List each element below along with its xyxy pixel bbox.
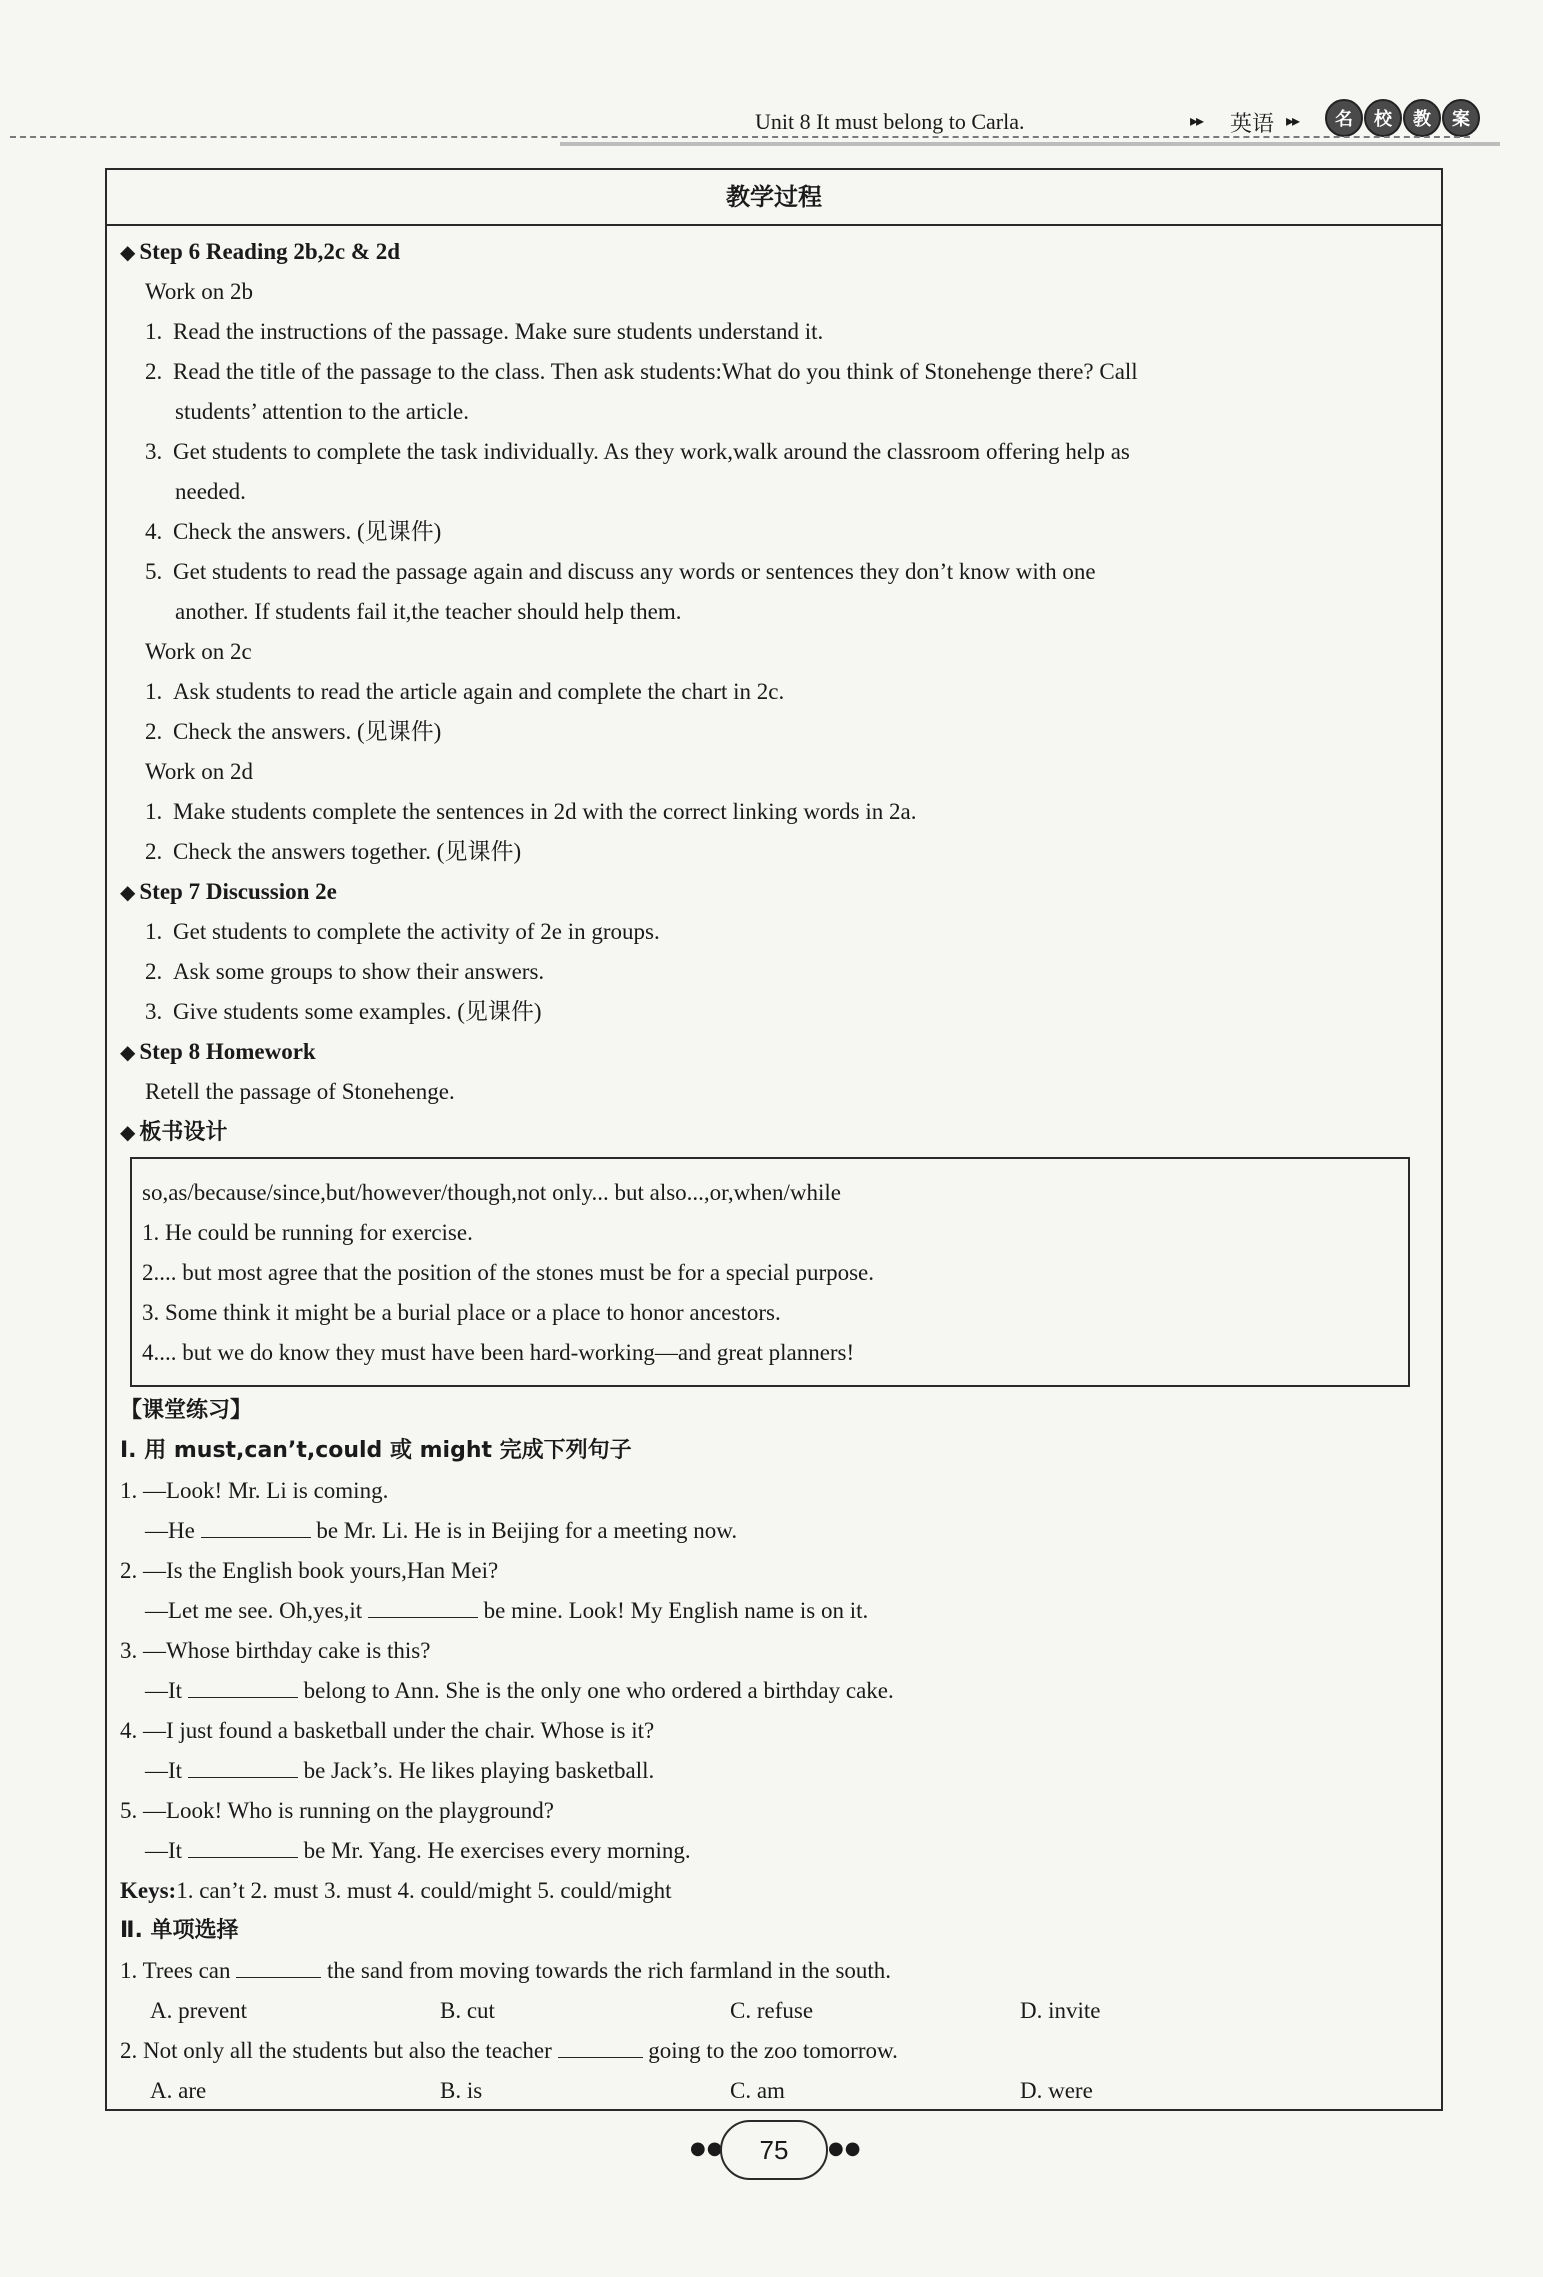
list-item: 1. Make students complete the sentences in 2d with the correct linking words in 2a. xyxy=(145,799,917,824)
mc-question: 1. Trees can the sand from moving towards the rich farmland in the south. xyxy=(120,1951,1430,1991)
list-item-cont: another. If students fail it,the teacher should help them. xyxy=(175,599,682,624)
option[interactable]: A. are xyxy=(150,2078,207,2103)
option[interactable]: D. were xyxy=(1020,2078,1093,2103)
option[interactable]: A. prevent xyxy=(150,1998,248,2023)
step6-heading: ◆ Step 6 Reading 2b,2c & 2d xyxy=(120,239,401,264)
list-item: 3. Give students some examples. (见课件) xyxy=(145,999,542,1024)
list-item: 3. Get students to complete the task individually. As they work,walk around the classroom offering help as xyxy=(145,439,1130,464)
answer-line: —It be Mr. Yang. He exercises every morning. xyxy=(120,1831,1430,1871)
subject-label: 英语 xyxy=(1230,112,1275,137)
list-item: 1. Ask students to read the article again and complete the chart in 2c. xyxy=(145,679,785,704)
header-divider-bar xyxy=(560,142,1500,146)
question: 1. —Look! Mr. Li is coming. xyxy=(120,1478,389,1503)
board-heading: ◆ 板书设计 xyxy=(120,1120,228,1145)
diamond-icon: ◆ xyxy=(120,1040,136,1064)
page-number: 75 xyxy=(720,2120,828,2180)
list-item-cont: students’ attention to the article. xyxy=(175,399,470,424)
step7-heading: ◆ Step 7 Discussion 2e xyxy=(120,879,337,904)
answer-blank[interactable] xyxy=(188,1835,298,1858)
board-line: 1. He could be running for exercise. xyxy=(142,1220,473,1245)
board-box xyxy=(130,1157,1410,1387)
answer-line: —It belong to Ann. She is the only one who ordered a birthday cake. xyxy=(120,1671,1430,1711)
question: 5. —Look! Who is running on the playground? xyxy=(120,1798,554,1823)
list-item: 2. Ask some groups to show their answers. xyxy=(145,959,545,984)
diamond-icon: ◆ xyxy=(120,880,136,904)
diamond-icon: ◆ xyxy=(120,1120,136,1144)
board-line: 3. Some think it might be a burial place or a place to honor ancestors. xyxy=(142,1300,781,1325)
list-item: 4. Check the answers. (见课件) xyxy=(145,519,442,544)
list-item: 2. Check the answers. (见课件) xyxy=(145,719,442,744)
homework-text: Retell the passage of Stonehenge. xyxy=(145,1079,455,1104)
brand-badges xyxy=(1325,99,1480,137)
brand-badge: 校 xyxy=(1364,99,1402,137)
list-item: 1. Read the instructions of the passage. Make sure students understand it. xyxy=(145,319,824,344)
list-item: 2. Read the title of the passage to the class. Then ask students:What do you think of Stonehenge there? Call xyxy=(145,359,1138,384)
answer-line: —He be Mr. Li. He is in Beijing for a meeting now. xyxy=(120,1511,1430,1551)
practice-heading: 【课堂练习】 xyxy=(120,1398,253,1423)
question: 3. —Whose birthday cake is this? xyxy=(120,1638,431,1663)
mc-question: 2. Not only all the students but also the teacher going to the zoo tomorrow. xyxy=(120,2031,1430,2071)
main-content xyxy=(120,232,1430,2111)
part1-title: Ⅰ. 用 must,can’t,could 或 might 完成下列句子 xyxy=(120,1438,632,1463)
list-item: 5. Get students to read the passage again and discuss any words or sentences they don’t know with one xyxy=(145,559,1096,584)
option[interactable]: B. is xyxy=(440,2078,483,2103)
header-divider xyxy=(10,136,1470,138)
list-item: 1. Get students to complete the activity of 2e in groups. xyxy=(145,919,660,944)
mc-options xyxy=(120,1991,1430,2031)
mc-options xyxy=(120,2071,1430,2111)
sub-heading: Work on 2d xyxy=(145,759,254,784)
option[interactable]: D. invite xyxy=(1020,1998,1101,2023)
sub-heading: Work on 2b xyxy=(145,279,254,304)
answer-blank[interactable] xyxy=(368,1595,478,1618)
list-item: 2. Check the answers together. (见课件) xyxy=(145,839,522,864)
board-line: 4.... but we do know they must have been hard-working—and great planners! xyxy=(142,1340,855,1365)
step8-heading: ◆ Step 8 Homework xyxy=(120,1039,316,1064)
dots-icon: ●● xyxy=(690,2138,724,2159)
answer-line: —Let me see. Oh,yes,it be mine. Look! My English name is on it. xyxy=(120,1591,1430,1631)
dots-icon: ●● xyxy=(828,2138,862,2159)
option[interactable]: B. cut xyxy=(440,1998,495,2023)
option[interactable]: C. am xyxy=(730,2078,785,2103)
diamond-icon: ◆ xyxy=(120,240,136,264)
page-header xyxy=(740,105,1480,145)
option[interactable]: C. refuse xyxy=(730,1998,814,2023)
unit-title: Unit 8 It must belong to Carla. xyxy=(755,109,1025,134)
sub-heading: Work on 2c xyxy=(145,639,252,664)
board-line: 2.... but most agree that the position of the stones must be for a special purpose. xyxy=(142,1260,875,1285)
question: 4. —I just found a basketball under the chair. Whose is it? xyxy=(120,1718,655,1743)
brand-badge: 教 xyxy=(1403,99,1441,137)
answer-blank[interactable] xyxy=(188,1755,298,1778)
question: 2. —Is the English book yours,Han Mei? xyxy=(120,1558,499,1583)
answer-blank[interactable] xyxy=(236,1955,321,1978)
arrow-icon: ▸▸ xyxy=(1190,113,1203,130)
frame-title: 教学过程 xyxy=(107,170,1441,226)
answer-blank[interactable] xyxy=(188,1675,298,1698)
answer-blank[interactable] xyxy=(558,2035,643,2058)
brand-badge: 名 xyxy=(1325,99,1363,137)
part2-title: Ⅱ. 单项选择 xyxy=(120,1918,239,1943)
arrow-icon: ▸▸ xyxy=(1286,113,1299,130)
answer-line: —It be Jack’s. He likes playing basketball. xyxy=(120,1751,1430,1791)
answer-blank[interactable] xyxy=(201,1515,311,1538)
answer-keys: Keys:1. can’t 2. must 3. must 4. could/might 5. could/might xyxy=(120,1878,672,1903)
list-item-cont: needed. xyxy=(175,479,246,504)
brand-badge: 案 xyxy=(1442,99,1480,137)
board-line: so,as/because/since,but/however/though,not only... but also...,or,when/while xyxy=(142,1180,841,1205)
